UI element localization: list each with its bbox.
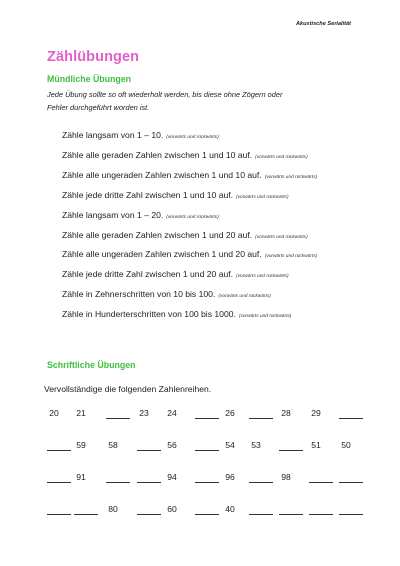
exercise-text-wrapper: [62, 309, 291, 319]
answer-blank[interactable]: [339, 418, 363, 419]
header-note: Akustische Serialität: [295, 21, 351, 27]
answer-blank[interactable]: [137, 450, 161, 451]
sequence-number: 40: [225, 504, 235, 514]
exercise-note: (vorwärts und rückwärts): [255, 234, 308, 240]
answer-blank[interactable]: [249, 418, 273, 419]
sequence-number: 56: [167, 440, 177, 450]
answer-blank[interactable]: [309, 482, 333, 483]
exercise-text: Zähle in Zehnerschritten von 10 bis 100.: [62, 289, 216, 300]
sequence-number: 94: [167, 472, 177, 482]
sequence-number: 96: [225, 472, 235, 482]
sequence-row: [0, 440, 400, 454]
sequence-number: 91: [76, 472, 86, 482]
exercise-text-wrapper: [62, 249, 317, 259]
sequence-number: 24: [167, 408, 177, 418]
sequence-row: [0, 504, 400, 518]
exercise-text: Zähle alle geraden Zahlen zwischen 1 und 10 auf.: [62, 149, 253, 160]
exercise-note: (vorwärts und rückwärts): [264, 174, 318, 180]
answer-blank[interactable]: [279, 450, 303, 451]
sequence-row: [0, 408, 400, 422]
sequence-number: 20: [49, 408, 59, 418]
answer-blank[interactable]: [137, 482, 161, 483]
answer-blank[interactable]: [106, 482, 130, 483]
exercise-text-wrapper: [62, 289, 271, 299]
exercise-text: Zähle jede dritte Zahl zwischen 1 und 20 auf.: [62, 269, 234, 280]
answer-blank[interactable]: [47, 450, 71, 451]
answer-blank[interactable]: [195, 514, 219, 515]
answer-blank[interactable]: [47, 482, 71, 483]
exercise-note: (vorwärts und rückwärts): [236, 194, 289, 200]
written-section-heading: Schriftliche Übungen: [47, 360, 136, 370]
sequence-number: 98: [281, 472, 291, 482]
sequence-number: 80: [108, 504, 118, 514]
exercise-text: Zähle alle geraden Zahlen zwischen 1 und 20 auf.: [62, 229, 253, 240]
answer-blank[interactable]: [279, 514, 303, 515]
sequence-number: 28: [281, 408, 291, 418]
exercise-note: (vorwärts und rückwärts): [236, 274, 289, 280]
exercise-note: (vorwärts und rückwärts): [166, 214, 219, 220]
answer-blank[interactable]: [137, 514, 161, 515]
exercise-note: (vorwärts und rückwärts): [255, 154, 308, 160]
sequence-number: 26: [225, 408, 235, 418]
answer-blank[interactable]: [249, 482, 273, 483]
sequence-number: 51: [311, 440, 321, 450]
sequence-number: 21: [76, 408, 86, 418]
exercise-note: (vorwärts und rückwärts): [218, 294, 271, 300]
answer-blank[interactable]: [195, 450, 219, 451]
sequence-number: 60: [167, 504, 177, 514]
exercise-text-wrapper: [62, 230, 308, 240]
sequence-number: 50: [341, 440, 351, 450]
exercise-text: Zähle langsam von 1 – 20.: [62, 209, 164, 220]
written-intro: Vervollständige die folgenden Zahlenreihen.: [44, 384, 212, 394]
answer-blank[interactable]: [74, 514, 98, 515]
exercise-text-wrapper: [62, 170, 317, 180]
exercise-text-wrapper: [62, 190, 289, 200]
exercise-text-wrapper: [62, 130, 219, 140]
exercise-note: (vorwärts und rückwärts): [166, 135, 219, 140]
answer-blank[interactable]: [339, 514, 363, 515]
exercise-text: Zähle alle ungeraden Zahlen zwischen 1 und 20 auf.: [62, 249, 262, 260]
sequence-number: 59: [76, 440, 86, 450]
exercise-text: Zähle langsam von 1 – 10.: [62, 130, 164, 140]
sequence-number: 29: [311, 408, 321, 418]
oral-intro-line-2: Fehler durchgeführt worden ist.: [47, 103, 150, 112]
exercise-text: Zähle alle ungeraden Zahlen zwischen 1 und 10 auf.: [62, 169, 262, 180]
exercise-text-wrapper: [62, 269, 289, 279]
exercise-note: (vorwärts und rückwärts): [238, 314, 292, 320]
sequence-number: 58: [108, 440, 118, 450]
exercise-note: (vorwärts und rückwärts): [264, 254, 318, 260]
answer-blank[interactable]: [47, 514, 71, 515]
exercise-text: Zähle in Hunderterschritten von 100 bis 1000.: [62, 309, 236, 320]
oral-intro: [47, 88, 357, 114]
answer-blank[interactable]: [195, 418, 219, 419]
oral-section-heading: Mündliche Übungen: [47, 74, 132, 84]
exercise-text: Zähle jede dritte Zahl zwischen 1 und 10 auf.: [62, 189, 234, 200]
sequence-number: 54: [225, 440, 235, 450]
page-title: Zählübungen: [47, 49, 140, 65]
answer-blank[interactable]: [339, 482, 363, 483]
sequence-number: 53: [251, 440, 261, 450]
answer-blank[interactable]: [309, 514, 333, 515]
oral-intro-line-1: Jede Übung sollte so oft wiederholt werden, bis diese ohne Zögern oder: [47, 90, 283, 99]
answer-blank[interactable]: [249, 514, 273, 515]
answer-blank[interactable]: [195, 482, 219, 483]
exercise-text-wrapper: [62, 210, 219, 220]
sequence-row: [0, 472, 400, 486]
sequence-number: 23: [139, 408, 149, 418]
answer-blank[interactable]: [106, 418, 130, 419]
exercise-text-wrapper: [62, 150, 308, 160]
